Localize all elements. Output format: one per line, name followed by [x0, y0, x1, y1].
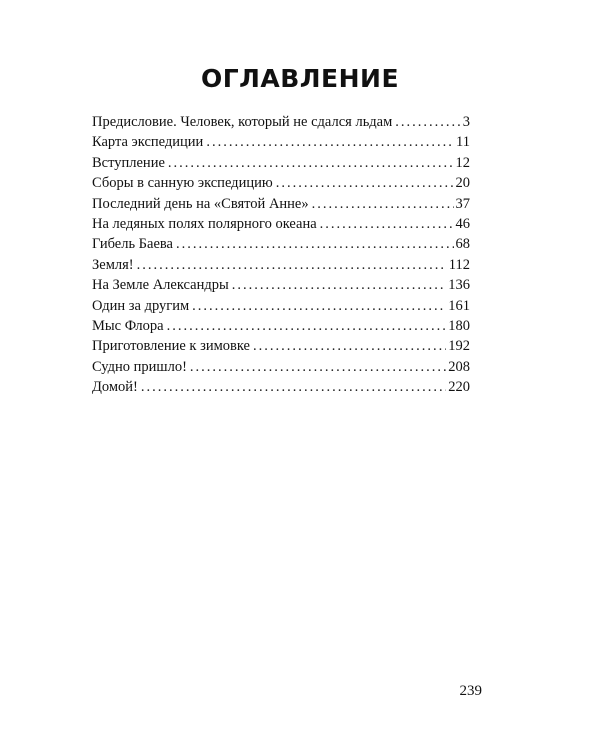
toc-entry-page: 192 — [448, 338, 470, 355]
toc-entry-title: Карта экспедиции — [92, 134, 204, 151]
dot-leader — [395, 112, 460, 132]
toc-entry — [92, 173, 470, 193]
toc-entry — [92, 275, 470, 295]
toc-entry-page: 37 — [455, 195, 470, 212]
toc-entry — [92, 357, 470, 377]
toc-entry — [92, 214, 470, 234]
toc-entry-page: 136 — [448, 277, 470, 294]
toc-entry-page: 3 — [462, 114, 470, 130]
toc-entry-title: Предисловие. Человек, который не сдался льдам — [92, 114, 393, 130]
toc-entry-page: 161 — [448, 297, 470, 314]
dot-leader — [167, 316, 447, 336]
toc-entry-title: Приготовление к зимовке — [92, 338, 250, 355]
dot-leader — [253, 336, 446, 356]
toc-entry-page: 220 — [448, 379, 470, 396]
table-of-contents — [92, 112, 470, 397]
toc-entry-page: 112 — [448, 256, 470, 273]
dot-leader — [192, 296, 446, 316]
toc-entry-title: Гибель Баева — [92, 236, 173, 253]
toc-entry-page: 46 — [455, 215, 470, 232]
toc-entry-title: На Земле Александры — [92, 277, 229, 294]
dot-leader — [312, 194, 454, 214]
dot-leader — [141, 377, 446, 397]
toc-entry-title: На ледяных полях полярного океана — [92, 215, 317, 232]
toc-entry — [92, 296, 470, 316]
toc-entry-page: 11 — [456, 134, 470, 151]
toc-entry — [92, 194, 470, 214]
toc-entry-page: 208 — [448, 358, 470, 375]
toc-entry-page: 68 — [455, 236, 470, 253]
toc-entry — [92, 153, 470, 173]
toc-entry-title: Один за другим — [92, 297, 190, 314]
toc-entry — [92, 234, 470, 254]
dot-leader — [190, 357, 446, 377]
toc-entry — [92, 316, 470, 336]
toc-entry — [92, 132, 470, 152]
toc-entry — [92, 336, 470, 356]
page-number: 239 — [459, 683, 482, 699]
dot-leader — [320, 214, 454, 234]
toc-entry-page: 20 — [455, 175, 470, 192]
toc-entry-title: Домой! — [92, 379, 138, 396]
toc-entry — [92, 255, 470, 275]
dot-leader — [276, 173, 454, 193]
toc-entry-title: Судно пришло! — [92, 358, 187, 375]
dot-leader — [176, 234, 454, 254]
page-title: ОГЛАВЛЕНИЕ — [200, 64, 400, 93]
toc-entry-title: Мыс Флора — [92, 317, 164, 334]
dot-leader — [206, 132, 454, 152]
toc-entry-title: Сборы в санную экспедицию — [92, 175, 273, 192]
toc-entry — [92, 112, 470, 132]
toc-entry — [92, 377, 470, 397]
dot-leader — [168, 153, 454, 173]
toc-entry-title: Земля! — [92, 256, 134, 273]
dot-leader — [137, 255, 447, 275]
toc-entry-page: 180 — [448, 317, 470, 334]
toc-entry-page: 12 — [455, 154, 470, 171]
toc-entry-title: Последний день на «Святой Анне» — [92, 195, 309, 212]
dot-leader — [232, 275, 447, 295]
toc-entry-title: Вступление — [92, 154, 165, 171]
